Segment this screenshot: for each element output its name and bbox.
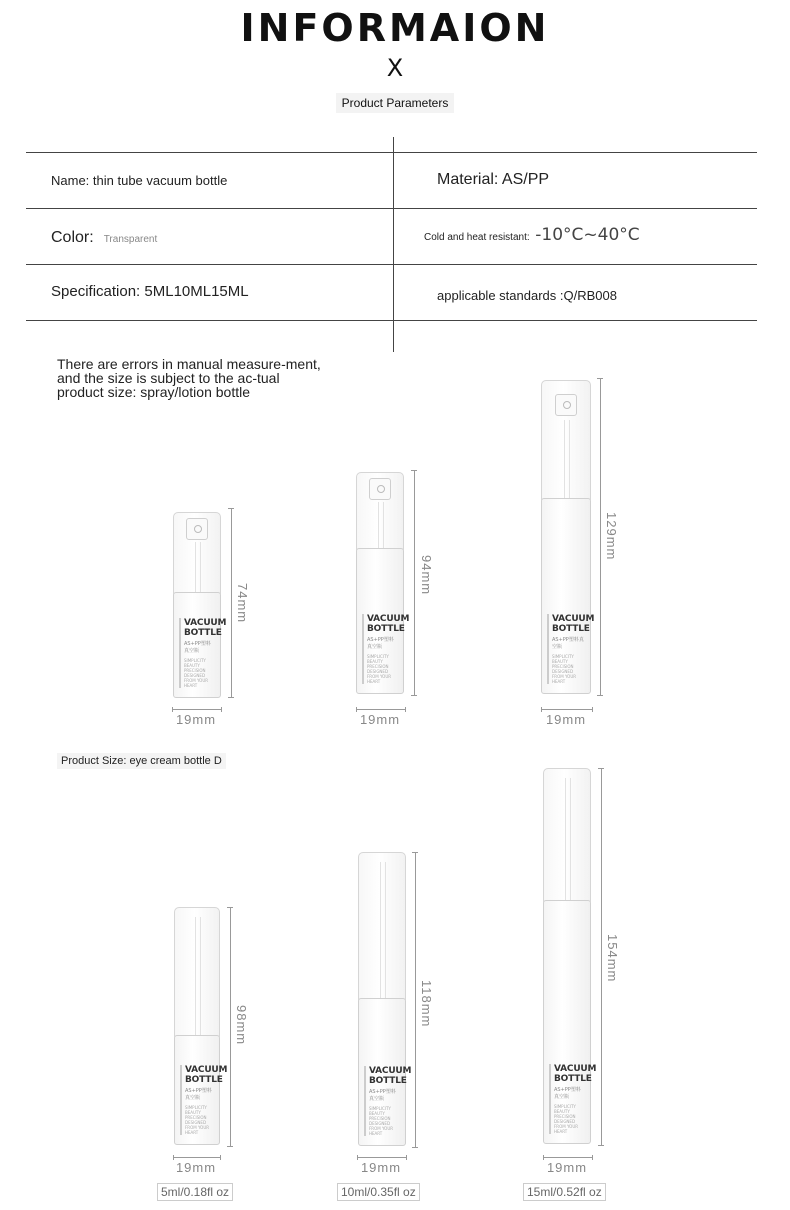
param-material xyxy=(437,171,549,189)
table-divider xyxy=(26,264,757,265)
param-standards: applicable standards :Q/RB008 xyxy=(437,288,617,303)
label-line3: AS+PP塑料真空瓶 xyxy=(184,641,211,654)
pump-nozzle xyxy=(555,394,577,416)
label-line1: VACUUM xyxy=(552,614,595,624)
height-dimension xyxy=(597,378,603,696)
height-label: 154mm xyxy=(605,934,620,983)
label-line3: AS+PP塑料真空瓶 xyxy=(552,637,584,650)
height-label: 74mm xyxy=(235,583,250,624)
height-dimension xyxy=(598,768,604,1146)
width-label: 19mm xyxy=(545,712,587,727)
label-line1: VACUUM xyxy=(367,614,410,624)
page-title: INFORMAION xyxy=(240,6,550,50)
bottle-label xyxy=(362,614,410,684)
height-dimension xyxy=(228,508,234,698)
label-line2: BOTTLE xyxy=(184,628,222,638)
resist-value: -10°C~40°C xyxy=(535,225,640,245)
label-line4: SIMPLICITY BEAUTY PRECISION DESIGNED FROM YOUR HEART xyxy=(184,658,209,688)
label-line2: BOTTLE xyxy=(554,1074,592,1084)
eye-cream-note-text: Product Size: eye cream bottle D xyxy=(57,753,226,769)
measurement-note: There are errors in manual measure-ment, and the size is subject to the ac-tual product size: spray/lotion bottle xyxy=(57,356,321,400)
material-text: Material: AS/PP xyxy=(437,171,550,188)
table-divider xyxy=(26,320,757,321)
label-line4: SIMPLICITY BEAUTY PRECISION DESIGNED FROM YOUR HEART xyxy=(552,654,577,684)
label-line4: SIMPLICITY BEAUTY PRECISION DESIGNED FROM YOUR HEART xyxy=(367,654,392,684)
param-resistance xyxy=(424,225,640,245)
label-line2: BOTTLE xyxy=(185,1075,223,1085)
spec-text: Specification: 5ML10ML15ML xyxy=(51,283,249,300)
table-divider xyxy=(26,152,757,153)
bottle-label xyxy=(180,1065,228,1135)
height-dimension xyxy=(227,907,233,1147)
section-subtitle xyxy=(0,96,790,110)
height-label: 94mm xyxy=(419,555,434,596)
label-line1: VACUUM xyxy=(184,618,227,628)
height-label: 98mm xyxy=(234,1005,249,1046)
color-label: Color: xyxy=(51,229,94,246)
capacity-tag: 5ml/0.18fl oz xyxy=(157,1183,233,1201)
height-dimension xyxy=(412,852,418,1148)
width-label: 19mm xyxy=(546,1160,588,1175)
spray-bottle-10ml xyxy=(356,472,410,694)
param-spec xyxy=(51,283,249,300)
param-name: Name: thin tube vacuum bottle xyxy=(51,173,228,188)
spray-bottle-5ml xyxy=(173,512,227,698)
subtitle-text: Product Parameters xyxy=(336,93,455,113)
height-label: 129mm xyxy=(604,512,619,561)
width-label: 19mm xyxy=(359,712,401,727)
bottle-label xyxy=(547,614,595,684)
table-column-divider xyxy=(393,137,394,352)
width-label: 19mm xyxy=(175,1160,217,1175)
eye-cream-bottle-10ml xyxy=(358,852,412,1146)
height-dimension xyxy=(411,470,417,696)
label-line1: VACUUM xyxy=(369,1066,412,1076)
pump-nozzle xyxy=(186,518,208,540)
label-line3: AS+PP塑料真空瓶 xyxy=(369,1089,396,1102)
bottle-label xyxy=(364,1066,412,1136)
label-line2: BOTTLE xyxy=(369,1076,407,1086)
eye-cream-note xyxy=(57,755,226,767)
width-label: 19mm xyxy=(175,712,217,727)
label-line1: VACUUM xyxy=(554,1064,597,1074)
color-value: Transparent xyxy=(103,234,158,245)
spray-bottle-15ml xyxy=(541,380,595,694)
height-label: 118mm xyxy=(419,980,434,1028)
label-line2: BOTTLE xyxy=(552,624,590,634)
eye-cream-bottle-15ml xyxy=(543,768,597,1144)
label-line3: AS+PP塑料真空瓶 xyxy=(185,1088,212,1101)
label-line3: AS+PP塑料真空瓶 xyxy=(554,1087,581,1100)
resist-label: Cold and heat resistant: xyxy=(424,232,530,243)
pump-nozzle xyxy=(369,478,391,500)
label-line4: SIMPLICITY BEAUTY PRECISION DESIGNED FROM YOUR HEART xyxy=(185,1105,210,1135)
label-line2: BOTTLE xyxy=(367,624,405,634)
table-divider xyxy=(26,208,757,209)
label-line4: SIMPLICITY BEAUTY PRECISION DESIGNED FROM YOUR HEART xyxy=(369,1106,394,1136)
label-line4: SIMPLICITY BEAUTY PRECISION DESIGNED FROM YOUR HEART xyxy=(554,1104,579,1134)
eye-cream-bottle-5ml xyxy=(174,907,228,1145)
width-label: 19mm xyxy=(360,1160,402,1175)
capacity-tag: 15ml/0.52fl oz xyxy=(523,1183,606,1201)
label-line3: AS+PP塑料真空瓶 xyxy=(367,637,394,650)
inner-tube xyxy=(380,862,386,998)
capacity-tag: 10ml/0.35fl oz xyxy=(337,1183,420,1201)
bottle-label xyxy=(179,618,227,688)
bottle-label xyxy=(549,1064,597,1134)
label-line1: VACUUM xyxy=(185,1065,228,1075)
x-mark: X xyxy=(386,54,404,82)
param-color xyxy=(51,229,157,247)
inner-tube xyxy=(195,917,201,1035)
